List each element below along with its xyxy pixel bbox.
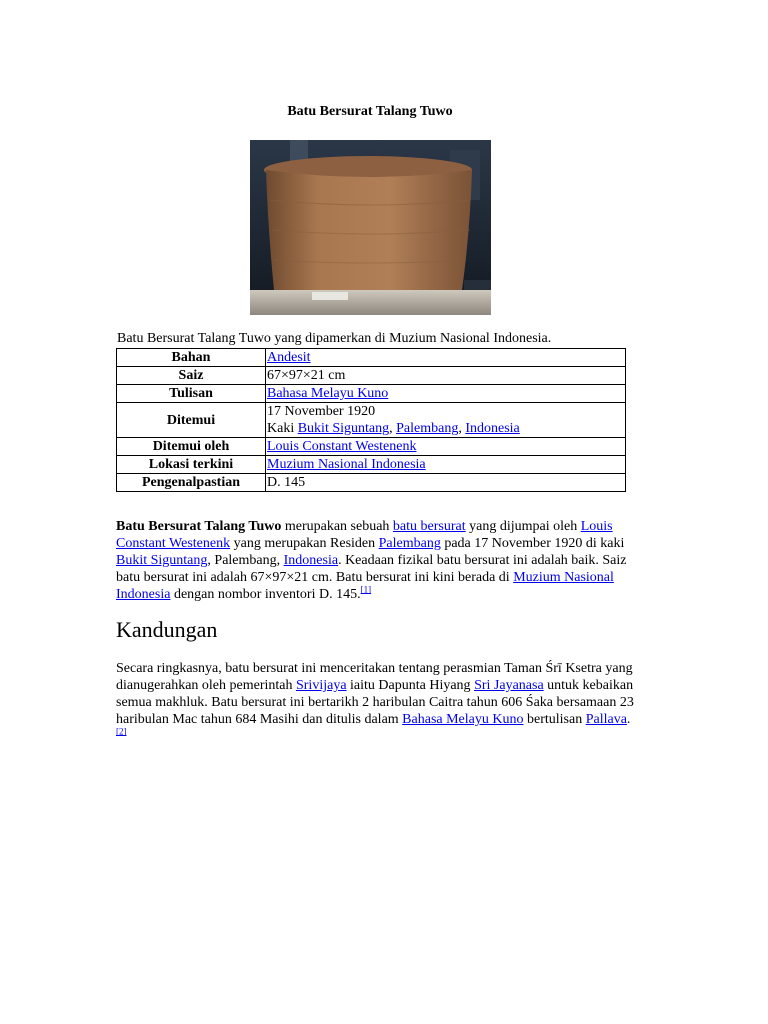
stone-photo [250,140,491,315]
kandungan-paragraph [116,660,636,745]
image-caption: Batu Bersurat Talang Tuwo yang dipamerkan di Muzium Nasional Indonesia. [117,331,552,346]
text: dengan nombor inventori D. 145. [170,587,361,602]
separator: , [458,421,466,436]
muzium-link[interactable]: Muzium Nasional Indonesia [116,570,614,602]
ditemui-oleh-label: Ditemui oleh [117,438,266,456]
text: . [626,712,631,727]
ditemui-label: Ditemui [117,403,266,438]
table-row [117,456,626,474]
pengenalpastian-value: D. 145 [266,474,626,492]
intro-paragraph [116,518,636,603]
table-row [117,403,626,438]
text: iaitu Dapunta Hiyang [346,678,475,693]
ditemui-cell [266,403,626,438]
table-row [117,349,626,367]
indonesia-link[interactable]: Indonesia [465,421,520,436]
table-row [117,367,626,385]
ditemui-oleh-cell [266,438,626,456]
tulisan-cell [266,385,626,403]
text: untuk kebaikan semua makhluk. Batu bersurat ini bertarikh 2 haribulan Caitra tahun 606 Śaka bersamaan 23 haribulan Mac tahun 684 Masihi dan ditulis dalam [116,678,634,727]
westenenk-link[interactable]: Louis Constant Westenenk [116,519,613,551]
intro-bold-title: Batu Bersurat Talang Tuwo [116,519,282,534]
palembang-link[interactable]: Palembang [378,536,441,551]
reference-1-link[interactable]: [1] [360,584,372,595]
saiz-label: Saiz [117,367,266,385]
muzium-link[interactable]: Muzium Nasional Indonesia [267,457,426,472]
text: pada 17 November 1920 di kaki [440,536,625,551]
table-row [117,438,626,456]
bahasa-melayu-kuno-link[interactable]: Bahasa Melayu Kuno [402,712,524,727]
sri-jayanasa-link[interactable]: Sri Jayanasa [474,678,544,693]
text: . Keadaan fizikal batu bersurat ini adalah baik. Saiz batu bersurat ini adalah 67×97×21 cm. Batu bersurat ini kini berada di [116,553,627,585]
table-row [117,474,626,492]
pengenalpastian-label: Pengenalpastian [117,474,266,492]
text: bertulisan [523,712,586,727]
section-heading-kandungan: Kandungan [116,617,218,642]
bahan-label: Bahan [117,349,266,367]
ditemui-date: 17 November 1920 [267,404,376,419]
palembang-link[interactable]: Palembang [396,421,459,436]
ditemui-kaki: Kaki [267,421,298,436]
page-title: Batu Bersurat Talang Tuwo [287,104,453,119]
lokasi-cell [266,456,626,474]
text: Secara ringkasnya, batu bersurat ini menceritakan tentang perasmian Taman Śrī Ksetra yang dianugerahkan oleh pemerintah [116,661,633,693]
infobox-table [116,348,626,492]
batu-bersurat-link[interactable]: batu bersurat [392,519,466,534]
tulisan-label: Tulisan [117,385,266,403]
lokasi-label: Lokasi terkini [117,456,266,474]
stone-inscription-image [250,140,491,315]
srivijaya-link[interactable]: Srivijaya [295,678,347,693]
text: yang merupakan Residen [230,536,379,551]
bukit-siguntang-link[interactable]: Bukit Siguntang [297,421,390,436]
separator: , [389,421,397,436]
tulisan-link[interactable]: Bahasa Melayu Kuno [267,386,389,401]
indonesia-link[interactable]: Indonesia [283,553,339,568]
reference-2-link[interactable]: [2] [116,726,127,737]
bahan-cell [266,349,626,367]
text: yang dijumpai oleh [465,519,581,534]
bukit-siguntang-link[interactable]: Bukit Siguntang [116,553,208,568]
text: , Palembang, [207,553,284,568]
table-row [117,385,626,403]
bahan-link[interactable]: Andesit [267,350,311,365]
westenenk-link[interactable]: Louis Constant Westenenk [267,439,417,454]
saiz-value: 67×97×21 cm [266,367,626,385]
text: merupakan sebuah [281,519,393,534]
pallava-link[interactable]: Pallava [585,712,627,727]
